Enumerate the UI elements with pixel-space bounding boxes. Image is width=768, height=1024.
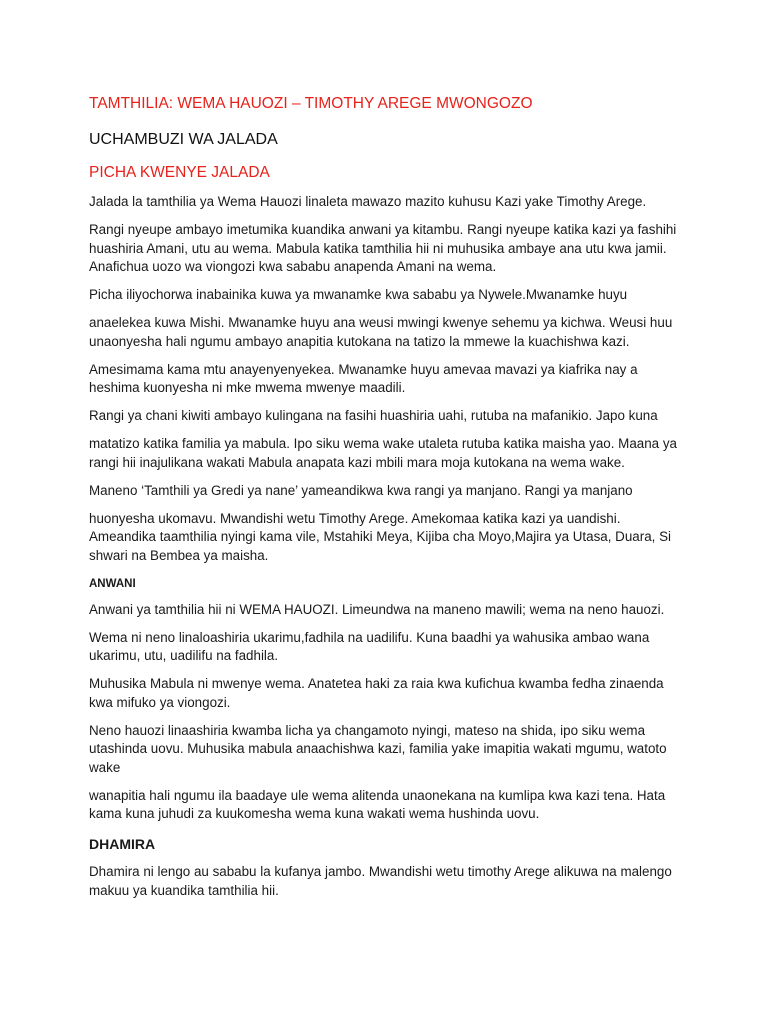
paragraph: Anwani ya tamthilia hii ni WEMA HAUOZI. Limeundwa na maneno mawili; wema na neno hauozi. <box>89 601 665 617</box>
paragraph: Dhamira ni lengo au sababu la kufanya jambo. Mwandishi wetu timothy Arege alikuwa na malengo makuu ya kuandika tamthilia hii. <box>89 864 672 898</box>
paragraph: Rangi nyeupe ambayo imetumika kuandika anwani ya kitambu. Rangi nyeupe katika kazi ya fashihi huashiria Amani, utu au wema. Mabula katika tamthilia hii ni muhusika ambaye ana utu kwa jamii. Anafichua uozo wa viongozi kwa sababu anapenda Amani na wema. <box>89 222 677 274</box>
paragraph: matatizo katika familia ya mabula. Ipo siku wema wake utaleta rutuba katika maisha yao. Maana ya rangi hii inajulikana wakati Mabula anapata kazi mbili mara moja kutokana na wema wake. <box>89 436 677 470</box>
paragraph: Picha iliyochorwa inabainika kuwa ya mwanamke kwa sababu ya Nywele.Mwanamke huyu <box>89 287 628 302</box>
paragraph: Amesimama kama mtu anayenyenyekea. Mwanamke huyu amevaa mavazi ya kiafrika nay a heshima kuonyesha ni mke mwema mwenye maadili. <box>89 361 638 395</box>
paragraph: huonyesha ukomavu. Mwandishi wetu Timothy Arege. Amekomaa katika kazi ya uandishi. Ameandika taamthilia nyingi kama vile, Mstahiki Meya, Kijiba cha Moyo,Majira ya Utasa, Duara, Si shwari na Bembea ya maisha. <box>89 510 671 563</box>
heading-uchambuzi: UCHAMBUZI WA JALADA <box>89 131 278 148</box>
paragraph: Muhusika Mabula ni mwenye wema. Anatetea haki za raia kwa kufichua kwamba fedha zinaenda kwa mifuko ya viongozi. <box>89 676 664 710</box>
paragraph: Jalada la tamthilia ya Wema Hauozi linaleta mawazo mazito kuhusu Kazi yake Timothy Arege. <box>89 194 647 209</box>
document-page <box>89 92 689 910</box>
heading-anwani: ANWANI <box>89 577 136 590</box>
paragraph: Rangi ya chani kiwiti ambayo kulingana na fasihi huashiria uahi, rutuba na mafanikio. Japo kuna <box>89 408 658 423</box>
paragraph: wanapitia hali ngumu ila baadaye ule wema alitenda unaonekana na kumlipa kwa kazi tena. Hata kama kuna juhudi za kuukomesha wema kuna wakati wema hushinda uovu. <box>89 787 666 821</box>
paragraph: Wema ni neno linaloashiria ukarimu,fadhila na uadilifu. Kuna baadhi ya wahusika ambao wana ukarimu, utu, uadilifu na fadhila. <box>89 629 650 663</box>
document-title: TAMTHILIA: WEMA HAUOZI – TIMOTHY AREGE MWONGOZO <box>89 95 533 112</box>
paragraph: Maneno ‘Tamthili ya Gredi ya nane’ yameandikwa kwa rangi ya manjano. Rangi ya manjano <box>89 482 633 498</box>
heading-dhamira: DHAMIRA <box>89 836 156 852</box>
paragraph: Neno hauozi linaashiria kwamba licha ya changamoto nyingi, mateso na shida, ipo siku wema utashinda uovu. Muhusika mabula anaachishwa kazi, familia yake imapitia wakati mgumu, watoto wake <box>89 722 667 775</box>
paragraph: anaelekea kuwa Mishi. Mwanamke huyu ana weusi mwingi kwenye sehemu ya kichwa. Weusi huu unaonyesha hali ngumu ambayo anapitia kutokana na tatizo la mmewe la kuachishwa kazi. <box>89 315 673 349</box>
heading-picha-kwenye-jalada: PICHA KWENYE JALADA <box>89 164 270 181</box>
